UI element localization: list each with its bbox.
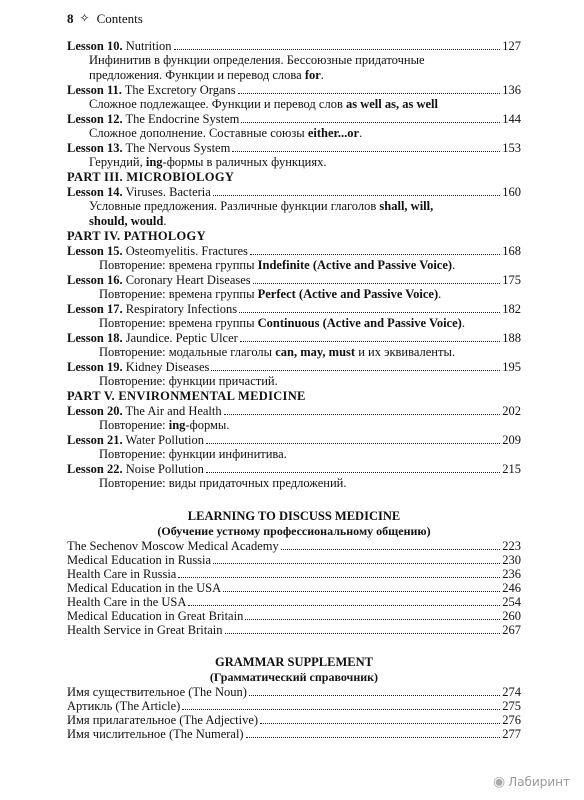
page-ref: 236 <box>502 567 521 581</box>
grammar-term: Perfect (Active and Passive Voice) <box>257 287 439 301</box>
entry-title: Kidney Diseases <box>125 360 210 374</box>
dot-leader <box>213 563 500 564</box>
lesson-description <box>67 199 521 214</box>
toc-entry <box>67 112 521 126</box>
toc-entry <box>67 331 521 345</box>
lesson-number: Lesson 19. <box>67 360 123 374</box>
grammar-term: as well as, as well <box>345 97 438 111</box>
toc-entry <box>67 39 521 53</box>
page-ref: 215 <box>502 462 521 476</box>
entry-label <box>67 331 238 345</box>
entry-label <box>67 595 186 609</box>
page-header <box>67 10 521 27</box>
entry-title: The Endocrine System <box>125 112 240 126</box>
grammar-section-subtitle: (Грамматический справочник) <box>209 670 379 684</box>
entry-label <box>67 567 176 581</box>
description-text: Повторение: функции причастий. <box>99 374 278 388</box>
toc-entry <box>67 623 521 637</box>
description-text: . <box>359 126 363 140</box>
description-text: . <box>461 316 465 330</box>
toc-entry <box>67 595 521 609</box>
lesson-number: Lesson 10. <box>67 39 123 53</box>
lesson-description <box>67 97 521 112</box>
toc-entry <box>67 404 521 418</box>
page-ref: 223 <box>502 539 521 553</box>
lesson-description <box>67 447 521 462</box>
grammar-term: Indefinite (Active and Passive Voice) <box>257 258 453 272</box>
description-text: . <box>320 68 324 82</box>
contents-page <box>67 10 521 741</box>
dot-leader <box>178 577 500 578</box>
part-heading-microbiology: PART III. MICROBIOLOGY <box>67 170 235 184</box>
labyrinth-logo-icon: ◉ <box>492 774 506 790</box>
entry-title: Jaundice. Peptic Ulcer <box>125 331 238 345</box>
entry-title: Health Care in the USA <box>67 595 187 609</box>
dot-leader <box>281 549 501 550</box>
page-ref: 168 <box>502 244 521 258</box>
dot-leader <box>206 472 500 473</box>
entry-title: Viruses. Bacteria <box>125 185 211 199</box>
page-ref: 260 <box>502 609 521 623</box>
running-title: Contents <box>96 11 143 26</box>
description-text: Повторение: виды придаточных предложений. <box>99 476 347 490</box>
lesson-number: Lesson 16. <box>67 273 123 287</box>
page-ref: 275 <box>502 699 521 713</box>
dot-leader <box>232 151 500 152</box>
entry-title: The Excretory Organs <box>124 83 236 97</box>
description-text: . <box>163 214 167 228</box>
grammar-term: either...or <box>307 126 360 140</box>
lesson-description <box>67 418 521 433</box>
dot-leader <box>223 591 500 592</box>
lesson-description <box>67 155 521 170</box>
toc-entry <box>67 244 521 258</box>
toc-entry <box>67 567 521 581</box>
page-ref: 195 <box>502 360 521 374</box>
toc-entry <box>67 83 521 97</box>
entry-title: Имя прилагательное (The Adjective) <box>67 713 259 727</box>
page-ref: 230 <box>502 553 521 567</box>
entry-title: Medical Education in Russia <box>67 553 212 567</box>
toc-entry <box>67 727 521 741</box>
description-text: Повторение: времена группы <box>99 287 258 301</box>
description-text: Повторение: времена группы <box>99 316 258 330</box>
description-text: Герундий, <box>89 155 146 169</box>
lesson-number: Lesson 22. <box>67 462 123 476</box>
toc-entry <box>67 141 521 155</box>
dot-leader <box>245 619 500 620</box>
toc-entry <box>67 539 521 553</box>
grammar-term: should, would <box>89 214 164 228</box>
description-text: Повторение: модальные глаголы <box>99 345 276 359</box>
grammar-term: shall, will, <box>379 199 434 213</box>
description-text: Повторение: <box>99 418 169 432</box>
lesson-description <box>67 374 521 389</box>
grammar-term: for <box>304 68 321 82</box>
watermark <box>493 774 570 790</box>
lesson-number: Lesson 15. <box>67 244 123 258</box>
page-ref: 246 <box>502 581 521 595</box>
dot-leader <box>225 633 501 634</box>
description-text: и их эквиваленты. <box>355 345 455 359</box>
page-ref: 267 <box>502 623 521 637</box>
page-ref: 276 <box>502 713 521 727</box>
toc-entry <box>67 360 521 374</box>
dot-leader <box>238 93 501 94</box>
toc-entry <box>67 553 521 567</box>
entry-label <box>67 302 237 316</box>
dot-leader <box>211 370 500 371</box>
description-text: Повторение: времена группы <box>99 258 258 272</box>
grammar-term: ing <box>145 155 163 169</box>
dot-leader <box>182 709 500 710</box>
lesson-description <box>67 214 521 229</box>
dot-leader <box>239 312 500 313</box>
entry-label <box>67 404 222 418</box>
page-ref: 175 <box>502 273 521 287</box>
description-text: Инфинитив в функции определения. Бессоюзные придаточные <box>89 53 425 67</box>
entry-label <box>67 699 180 713</box>
lesson-description <box>67 68 521 83</box>
dot-leader <box>250 254 500 255</box>
description-text: Сложное дополнение. Составные союзы <box>89 126 308 140</box>
entry-label <box>67 83 236 97</box>
entry-title: Respiratory Infections <box>125 302 238 316</box>
description-text: . <box>452 258 456 272</box>
entry-title: The Air and Health <box>125 404 222 418</box>
toc-entry <box>67 302 521 316</box>
page-ref: 209 <box>502 433 521 447</box>
toc-entry <box>67 462 521 476</box>
entry-label <box>67 244 248 258</box>
page-ref: 188 <box>502 331 521 345</box>
entry-label <box>67 623 223 637</box>
description-text: предложения. Функции и перевод слова <box>89 68 305 82</box>
lesson-description <box>67 476 521 491</box>
lesson-number: Lesson 17. <box>67 302 123 316</box>
entry-label <box>67 462 204 476</box>
part-heading-environmental: PART V. ENVIRONMENTAL MEDICINE <box>67 389 306 403</box>
entry-label <box>67 581 221 595</box>
lesson-number: Lesson 13. <box>67 141 123 155</box>
description-text: -формы в раличных функциях. <box>162 155 327 169</box>
grammar-term: can, may, must <box>275 345 356 359</box>
entry-label <box>67 433 204 447</box>
entry-label <box>67 185 211 199</box>
grammar-term: ing <box>168 418 186 432</box>
entry-title: Health Care in Russia <box>67 567 177 581</box>
toc-entry <box>67 185 521 199</box>
description-text: -формы. <box>185 418 230 432</box>
lesson-number: Lesson 12. <box>67 112 123 126</box>
entry-label <box>67 141 230 155</box>
toc-entry <box>67 685 521 699</box>
page-ref: 202 <box>502 404 521 418</box>
page-ref: 277 <box>502 727 521 741</box>
entry-label <box>67 360 209 374</box>
entry-label <box>67 273 251 287</box>
toc-entry <box>67 273 521 287</box>
entry-label <box>67 39 172 53</box>
page-ref: 153 <box>502 141 521 155</box>
entry-title: Osteomyelitis. Fractures <box>125 244 248 258</box>
page-ref: 254 <box>502 595 521 609</box>
description-text: . <box>438 287 442 301</box>
lesson-number: Lesson 11. <box>67 83 122 97</box>
lessons-group-microbiology <box>67 185 521 229</box>
dot-leader <box>253 283 501 284</box>
toc-entry <box>67 713 521 727</box>
dot-leader <box>174 49 501 50</box>
entry-title: Nutrition <box>125 39 172 53</box>
grammar-section-title: GRAMMAR SUPPLEMENT <box>215 655 373 669</box>
description-text: Повторение: функции инфинитива. <box>99 447 287 461</box>
lesson-number: Lesson 18. <box>67 331 123 345</box>
dot-leader <box>241 122 500 123</box>
dot-leader <box>260 723 500 724</box>
dot-leader <box>206 443 500 444</box>
dot-leader <box>246 737 501 738</box>
discuss-section-title: LEARNING TO DISCUSS MEDICINE <box>187 509 401 523</box>
lesson-description <box>67 316 521 331</box>
entry-title: Noise Pollution <box>125 462 204 476</box>
entry-title: Medical Education in the USA <box>67 581 222 595</box>
lesson-description <box>67 126 521 141</box>
entry-title: Имя числительное (The Numeral) <box>67 727 244 741</box>
dot-leader <box>249 695 500 696</box>
dot-leader <box>188 605 500 606</box>
dot-leader <box>213 195 500 196</box>
page-ref: 274 <box>502 685 521 699</box>
entry-title: Water Pollution <box>125 433 204 447</box>
part-heading-pathology: PART IV. PATHOLOGY <box>67 229 206 243</box>
lesson-number: Lesson 14. <box>67 185 123 199</box>
grammar-term: Continuous (Active and Passive Voice) <box>257 316 462 330</box>
lesson-description <box>67 258 521 273</box>
entry-title: The Nervous System <box>125 141 231 155</box>
page-ref: 127 <box>502 39 521 53</box>
description-text: Сложное подлежащее. Функции и перевод слов <box>89 97 346 111</box>
entry-label <box>67 609 243 623</box>
discuss-section-subtitle: (Обучение устному профессиональному общению) <box>157 524 431 538</box>
watermark-text: Лабиринт <box>508 775 570 789</box>
entry-title: The Sechenov Moscow Medical Academy <box>67 539 279 553</box>
dot-leader <box>240 341 500 342</box>
entry-title: Coronary Heart Diseases <box>125 273 251 287</box>
page-ref: 160 <box>502 185 521 199</box>
entry-label <box>67 727 244 741</box>
lesson-number: Lesson 21. <box>67 433 123 447</box>
description-text: Условные предложения. Различные функции глаголов <box>89 199 380 213</box>
entry-label <box>67 539 279 553</box>
toc-entry <box>67 609 521 623</box>
lesson-number: Lesson 20. <box>67 404 123 418</box>
grammar-list <box>67 685 521 741</box>
entry-label <box>67 685 247 699</box>
lesson-description <box>67 53 521 68</box>
entry-label <box>67 713 258 727</box>
entry-label <box>67 553 211 567</box>
entry-title: Артикль (The Article) <box>67 699 181 713</box>
page-ref: 144 <box>502 112 521 126</box>
lessons-group-environmental <box>67 404 521 491</box>
page-number: 8 <box>67 11 74 26</box>
lessons-group-a <box>67 39 521 170</box>
discuss-list <box>67 539 521 637</box>
diamond-icon: ✧ <box>79 11 90 25</box>
lesson-description <box>67 287 521 302</box>
lesson-description <box>67 345 521 360</box>
entry-title: Имя существительное (The Noun) <box>67 685 247 699</box>
dot-leader <box>224 414 501 415</box>
page-ref: 182 <box>502 302 521 316</box>
entry-label <box>67 112 239 126</box>
toc-entry <box>67 433 521 447</box>
lessons-group-pathology <box>67 244 521 389</box>
entry-title: Health Service in Great Britain <box>67 623 223 637</box>
entry-title: Medical Education in Great Britain <box>67 609 244 623</box>
toc-entry <box>67 581 521 595</box>
page-ref: 136 <box>502 83 521 97</box>
toc-entry <box>67 699 521 713</box>
